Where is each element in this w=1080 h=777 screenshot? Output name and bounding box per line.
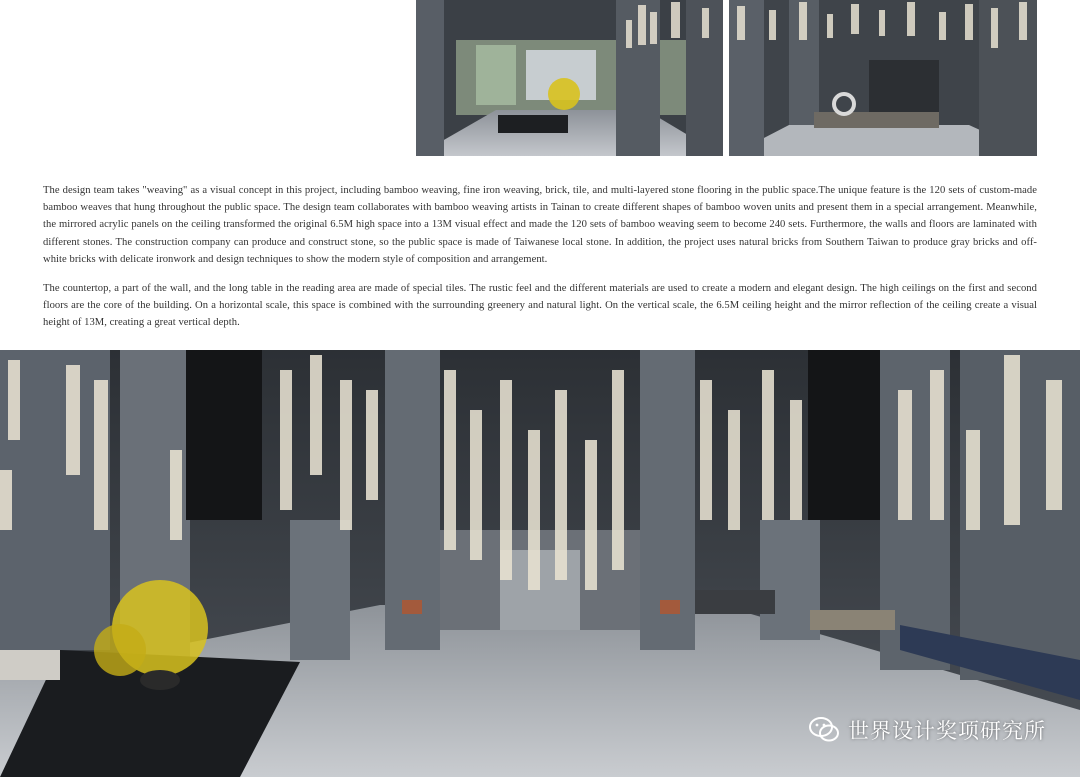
description-paragraph-1: The design team takes "weaving" as a visual concept in this project, including bamboo weaving, fine iron weaving, brick, tile, and multi-layered stone flooring in the public space.The unique feature is the 120 sets of custom-made bamboo weaves that hung throughout the public space. The design team collaborates with bamboo weaving artists in Tainan to create different shapes of bamboo woven units and present them in a special arrangement. Meanwhile, the mirrored acrylic panels on the ceiling transformed the original 6.5M high space into a 13M visual effect and made the 120 sets of bamboo weaving seem to become 240 sets. Furthermore, the walls and floors are laminated with different stones. The construction company can produce and construct stone, so the public space is made of Taiwanese local stone. In addition, the project uses natural bricks from Southern Taiwan to produce gray bricks and off-white bricks with delicate ironwork and design techniques to show the modern style of composition and arrangement. [43, 185, 1037, 265]
lobby-photo-right [729, 0, 1037, 156]
lobby-photo-left [416, 0, 723, 156]
watermark [808, 712, 1046, 748]
watermark-text: 世界设计奖项研究所 [848, 719, 1046, 743]
wechat-icon [808, 716, 840, 744]
description-paragraph-2: The countertop, a part of the wall, and the long table in the reading area are made of special tiles. The rustic feel and the different materials are used to create a modern and elegant design. The high ceilings on the first and second floors are the core of the building. On a horizontal scale, this space is combined with the surrounding greenery and natural light. On the vertical scale, the 6.5M ceiling height and the mirror reflection of the ceiling create a visual height of 13M, creating a great vertical depth. [43, 283, 1037, 329]
